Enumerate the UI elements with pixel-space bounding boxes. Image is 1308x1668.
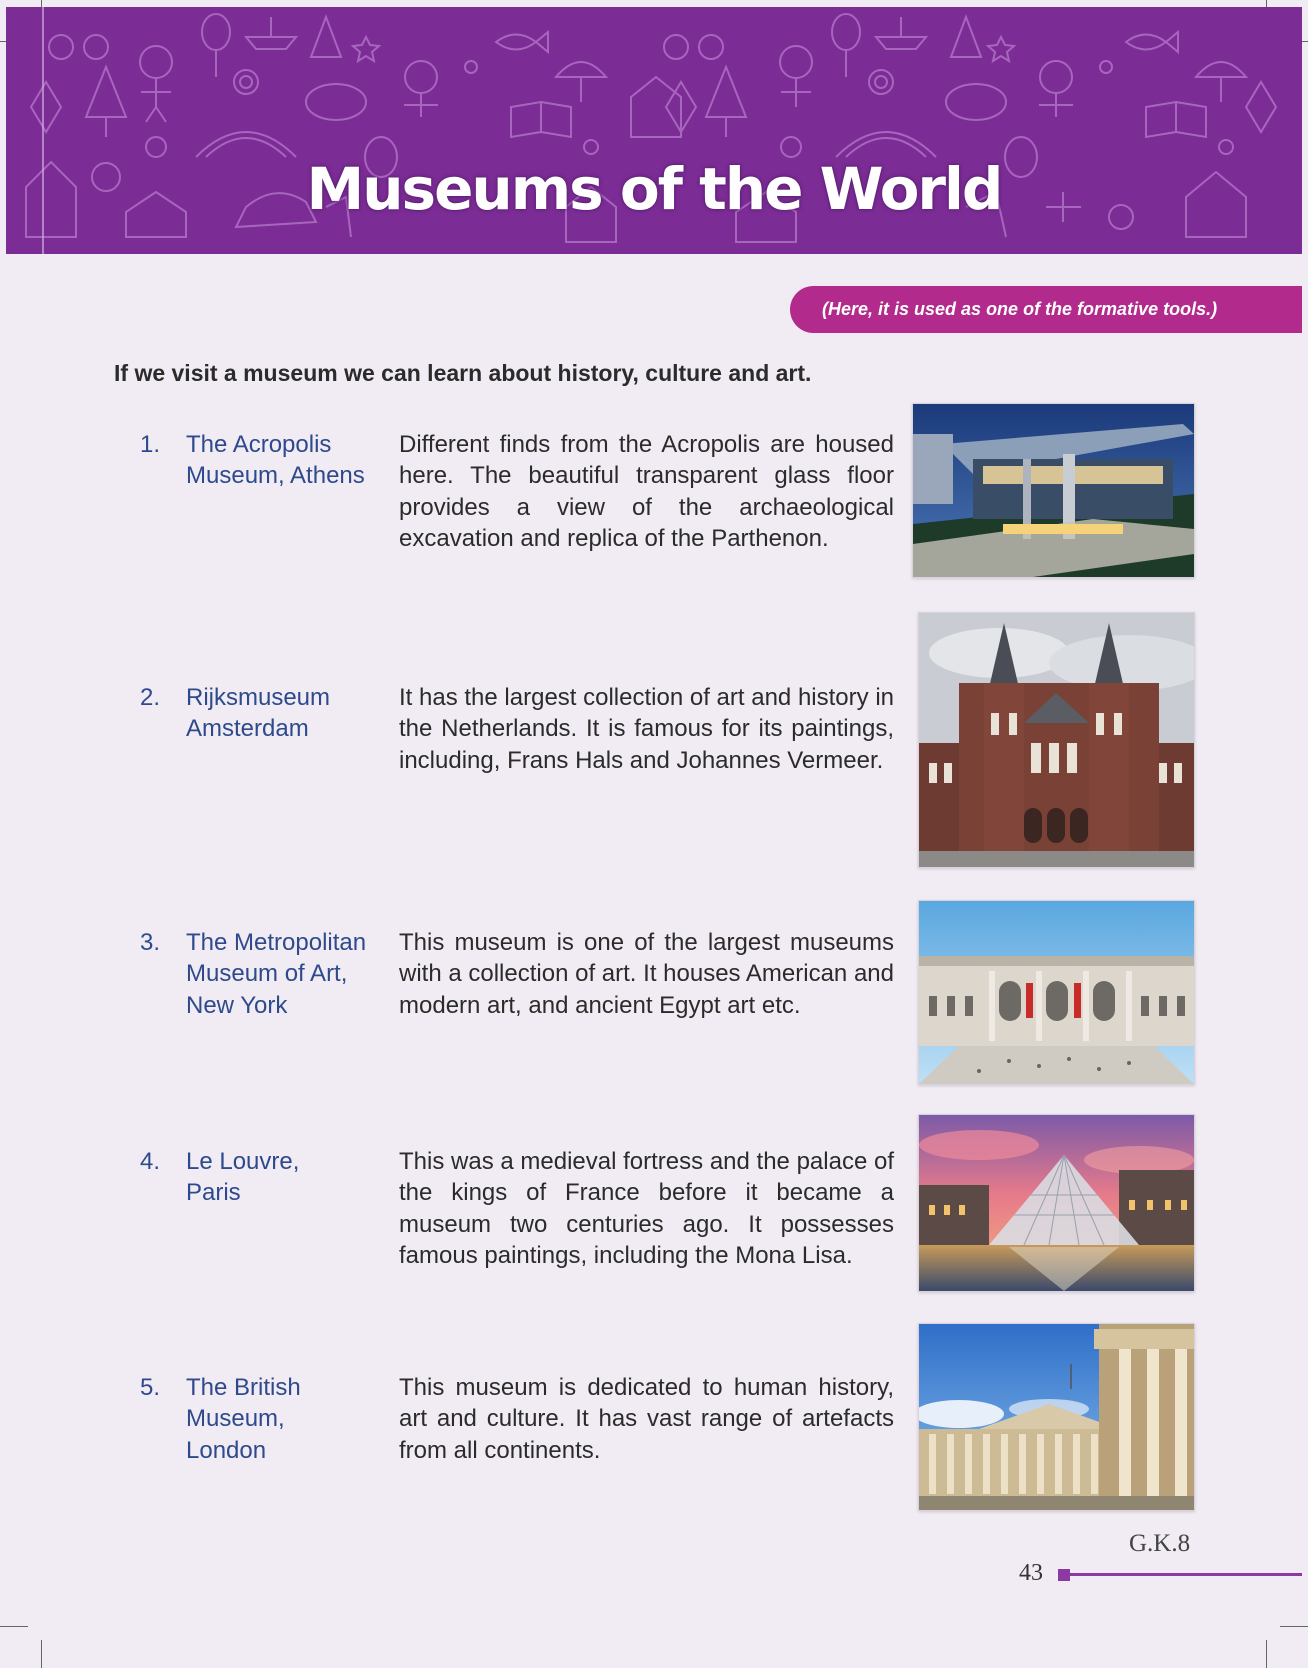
museum-name: Rijksmuseum Amsterdam [186, 684, 331, 743]
museum-name: The British Museum, London [186, 1374, 301, 1464]
museum-name: Le Louvre, Paris [186, 1148, 300, 1207]
crop-mark [1266, 1640, 1267, 1668]
intro-text: If we visit a museum we can learn about history, culture and art. [114, 360, 812, 386]
item-number: 1. [140, 431, 161, 458]
british-museum-photo [918, 1323, 1195, 1511]
rijksmuseum-photo [918, 612, 1195, 868]
book-code: G.K.8 [1129, 1530, 1191, 1557]
crop-mark [41, 1640, 42, 1668]
museum-description: This museum is dedicated to human history, art and culture. It has vast range of artefacts from all continents. [399, 1374, 894, 1464]
page-marker [1058, 1569, 1070, 1581]
louvre-photo [918, 1114, 1195, 1292]
item-number: 4. [140, 1148, 161, 1175]
crop-mark [0, 1626, 28, 1627]
museum-name: The Acropolis Museum, Athens [186, 431, 365, 490]
title-banner [6, 7, 1302, 254]
museum-name: The Metropolitan Museum of Art, New York [186, 929, 367, 1019]
formative-tools-note: (Here, it is used as one of the formative tools.) [790, 286, 1302, 333]
museum-description: This museum is one of the largest museums with a collection of art. It houses American and modern art, and ancient Egypt art etc. [399, 929, 894, 1019]
museum-description: It has the largest collection of art and history in the Netherlands. It is famous for its paintings, including, Frans Hals and Johannes Vermeer. [399, 684, 894, 774]
item-number: 5. [140, 1374, 161, 1401]
crop-mark [1280, 1626, 1308, 1627]
item-number: 3. [140, 929, 161, 956]
museum-description: Different finds from the Acropolis are housed here. The beautiful transparent glass floor provides a view of the archaeological excavation and replica of the Parthenon. [399, 431, 894, 552]
item-number: 2. [140, 684, 161, 711]
page-title: Museums of the World [306, 155, 1002, 223]
museum-description: This was a medieval fortress and the palace of the kings of France before it became a museum two centuries ago. It possesses famous paintings, including the Mona Lisa. [399, 1148, 894, 1269]
page-number: 43 [1019, 1560, 1043, 1586]
acropolis-museum-photo [912, 403, 1195, 578]
metropolitan-museum-photo [918, 900, 1195, 1085]
footer-rule [1070, 1573, 1302, 1576]
